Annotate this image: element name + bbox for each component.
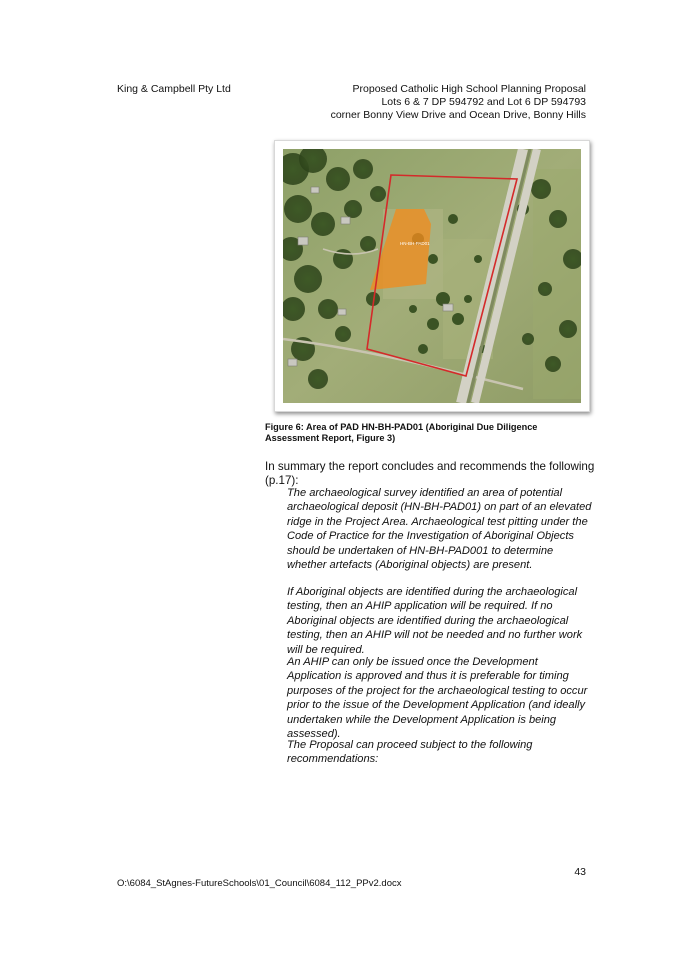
figure-caption: Figure 6: Area of PAD HN-BH-PAD01 (Aboriginal Due Diligence Assessment Report, Figure 3) <box>265 422 538 443</box>
header-project-line: corner Bonny View Drive and Ocean Drive, Bonny Hills <box>330 109 586 121</box>
quote-paragraph: An AHIP can only be issued once the Development Application is approved and thus it is preferable for timing purposes of the project for the archaeological testing to occur prior to the issue of the Development Application (and ideally undertaken while the Development Application is being assessed). <box>287 656 588 741</box>
summary-paragraph: In summary the report concludes and recommends the following (p.17): <box>265 460 595 487</box>
map-label: HN-BH-PAD01 <box>400 241 430 246</box>
quote-paragraph: If Aboriginal objects are identified during the archaeological testing, then an AHIP application will be required. If no Aboriginal objects are identified during the archaeological testing, then an AHIP will not be needed and no further work will be required. <box>287 586 583 656</box>
quote-paragraph: The Proposal can proceed subject to the following recommendations: <box>287 739 533 766</box>
header-company: King & Campbell Pty Ltd <box>117 83 231 95</box>
quote-paragraph: The archaeological survey identified an area of potential archaeological deposit (HN-BH-PAD01) on part of an elevated ridge in the Project Area. Archaeological test pitting under the Code of Practice for the Investigation of Aboriginal Objects should be undertaken of HN-BH-PAD001 to determine whether artefacts (Aboriginal objects) are present. <box>287 487 592 572</box>
header-project-line: Proposed Catholic High School Planning Proposal <box>352 83 586 95</box>
header-project-info <box>300 83 586 122</box>
page-number: 43 <box>574 866 586 878</box>
figure-frame <box>274 140 590 412</box>
footer-file-path: O:\6084_StAgnes-FutureSchools\01_Council\6084_112_PPv2.docx <box>117 878 402 889</box>
header-project-line: Lots 6 & 7 DP 594792 and Lot 6 DP 594793 <box>381 96 586 108</box>
aerial-map <box>283 149 581 403</box>
